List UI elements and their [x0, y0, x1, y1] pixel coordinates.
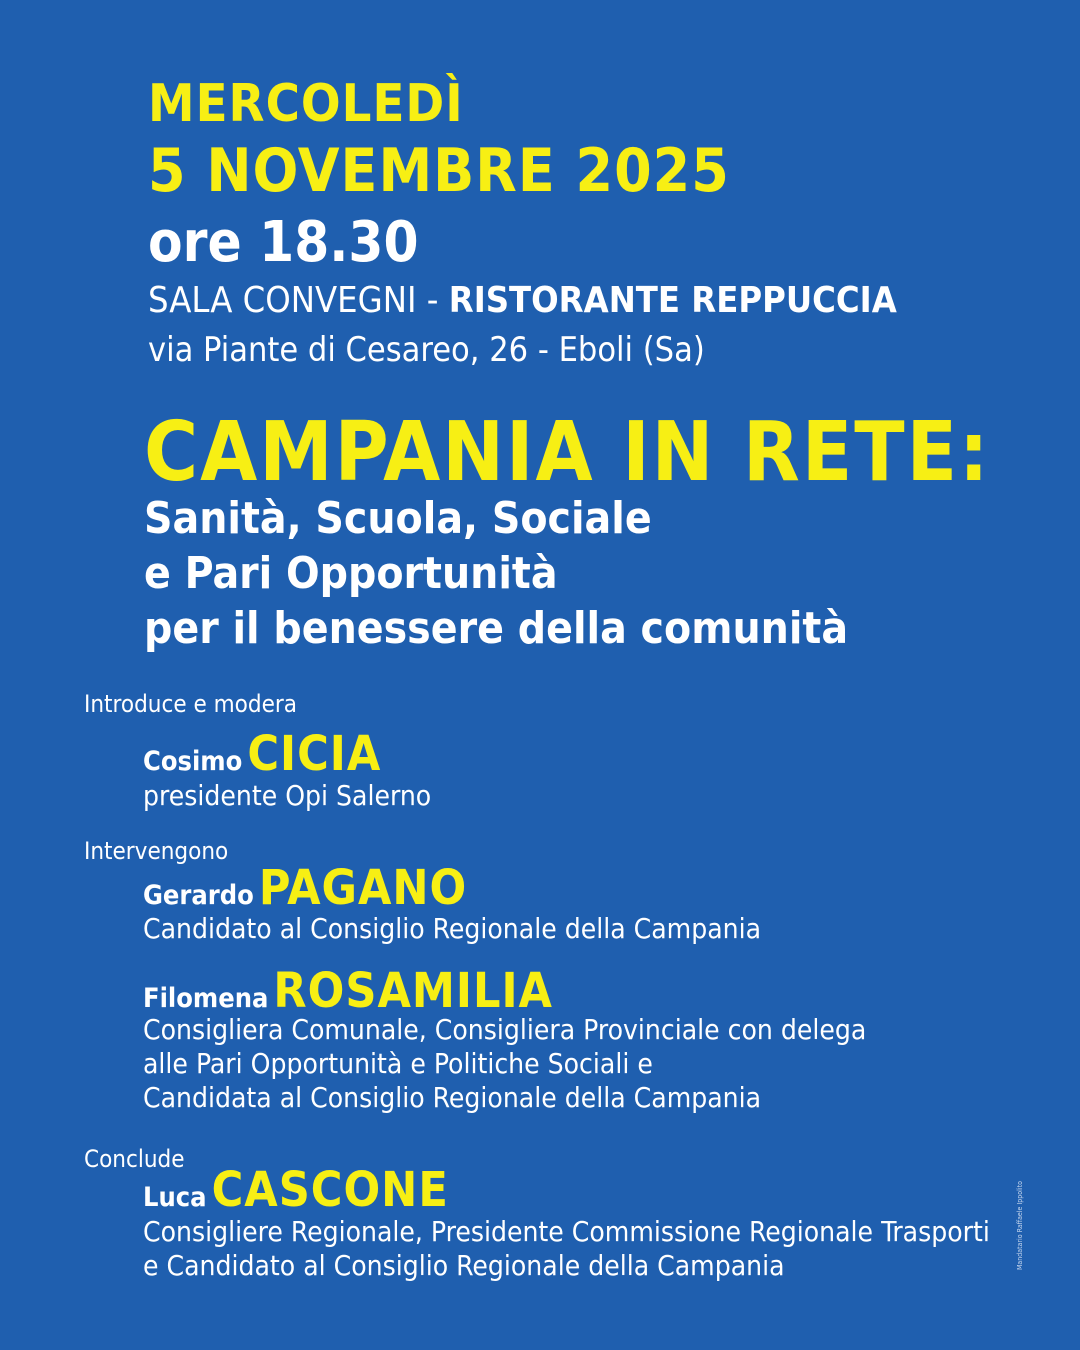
speaker-role [143, 912, 761, 946]
event-date: 5 NOVEMBRE 2025 [148, 136, 730, 206]
moderator-role [143, 779, 431, 813]
headline-subtitle-line: e Pari Opportunità [144, 548, 558, 599]
speakers-label: Intervengono [84, 837, 229, 865]
role-line: presidente Opi Salerno [143, 779, 432, 812]
first-name: Gerardo [143, 880, 254, 911]
speaker-name [143, 860, 467, 916]
headline-subtitle-line: per il benessere della comunità [144, 603, 849, 654]
venue-prefix: SALA CONVEGNI - [148, 280, 449, 321]
role-line: Consigliere Regionale, Presidente Commissione Regionale Trasporti [143, 1215, 990, 1248]
closing-speaker-name [143, 1162, 449, 1218]
last-name: ROSAMILIA [273, 963, 553, 1019]
last-name: CICIA [247, 726, 382, 782]
speaker-name [143, 963, 553, 1019]
last-name: PAGANO [258, 860, 468, 916]
venue-name: RISTORANTE REPPUCCIA [448, 280, 897, 321]
first-name: Filomena [143, 983, 269, 1014]
closing-label: Conclude [84, 1145, 185, 1173]
event-day: MERCOLEDÌ [148, 74, 464, 134]
last-name: CASCONE [211, 1162, 449, 1218]
speaker-role [143, 1013, 866, 1115]
role-line: alle Pari Opportunità e Politiche Sociali e [143, 1047, 653, 1080]
first-name: Luca [143, 1182, 207, 1213]
first-name: Cosimo [143, 746, 243, 777]
event-address: via Piante di Cesareo, 26 - Eboli (Sa) [148, 330, 705, 370]
role-line: Candidata al Consiglio Regionale della Campania [143, 1081, 762, 1114]
moderator-name [143, 726, 381, 782]
credit-text: Mandatario Raffaele Ippolito [1016, 1181, 1024, 1270]
moderator-label: Introduce e modera [84, 690, 297, 718]
headline-title: CAMPANIA IN RETE: [144, 405, 991, 500]
role-line: Consigliera Comunale, Consigliera Provinciale con delega [143, 1013, 867, 1046]
closing-speaker-role [143, 1215, 990, 1283]
event-venue [148, 280, 897, 321]
event-time: ore 18.30 [148, 210, 419, 275]
role-line: Candidato al Consiglio Regionale della Campania [143, 912, 762, 945]
headline-subtitle-line: Sanità, Scuola, Sociale [144, 493, 652, 544]
role-line: e Candidato al Consiglio Regionale della Campania [143, 1249, 785, 1282]
